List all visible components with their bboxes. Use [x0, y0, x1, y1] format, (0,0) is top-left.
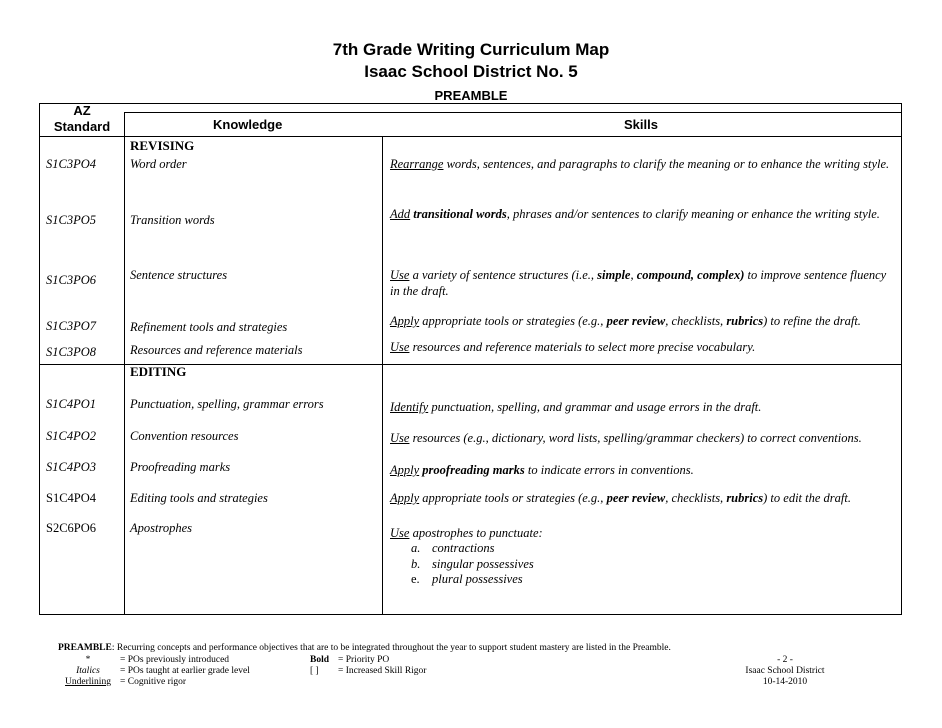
knowledge-text: Refinement tools and strategies [130, 320, 288, 334]
knowledge-text: Sentence structures [130, 268, 228, 282]
standard-code: S1C3PO4 [46, 157, 96, 171]
standard-code: S1C3PO8 [46, 345, 96, 359]
knowledge-text: Proofreading marks [130, 460, 231, 474]
standard-code: S1C4PO3 [46, 460, 96, 474]
legend-text: = Cognitive rigor [120, 677, 187, 687]
legend-text: = POs previously introduced [120, 655, 230, 665]
knowledge-text: Apostrophes [130, 521, 193, 535]
footer-preamble-note: PREAMBLE: Recurring concepts and performance objectives that are to be integrated throughout the year to support student mastery are listed in the Preamble. [58, 643, 671, 653]
standard-code: S1C3PO6 [46, 273, 96, 287]
district-name: Isaac School District No. 5 [364, 62, 578, 81]
list-item: b. singular possessives [411, 557, 534, 571]
legend-key: Underlining [65, 677, 111, 687]
standard-code: S1C4PO2 [46, 429, 96, 443]
standard-code: S1C3PO7 [46, 319, 96, 333]
knowledge-text: Resources and reference materials [130, 343, 303, 357]
document-title: 7th Grade Writing Curriculum Map [332, 40, 610, 59]
skill-text: Add transitional words, phrases and/or sentences to clarify meaning or enhance the writing style. [390, 207, 880, 221]
preamble-heading: PREAMBLE [434, 88, 508, 103]
legend-text: = Increased Skill Rigor [338, 666, 427, 676]
skill-text: Rearrange words, sentences, and paragraphs to clarify the meaning or to enhance the writing style. [390, 157, 890, 171]
standard-code: S1C3PO5 [46, 213, 96, 227]
knowledge-text: Convention resources [130, 429, 239, 443]
column-header-standard: AZ Standard [53, 103, 111, 134]
legend-key: Italics [76, 666, 100, 676]
section-label-editing: EDITING [130, 364, 187, 379]
standard-code: S1C4PO1 [46, 397, 96, 411]
skill-text: Use resources (e.g., dictionary, word lists, spelling/grammar checkers) to correct conventions. [390, 431, 862, 445]
legend-key: [ ] [310, 666, 319, 676]
knowledge-text: Word order [130, 157, 187, 171]
standard-code: S2C6PO6 [46, 521, 97, 535]
skill-text: Apply proofreading marks to indicate errors in conventions. [390, 463, 694, 477]
list-item: e. plural possessives [411, 572, 523, 586]
legend-key: * [85, 655, 91, 665]
column-header-knowledge: Knowledge [213, 117, 283, 132]
column-header-skills: Skills [624, 117, 658, 132]
legend-text: = POs taught at earlier grade level [120, 666, 250, 676]
knowledge-text: Transition words [130, 213, 215, 227]
list-item: a. contractions [411, 541, 495, 555]
skill-text: Apply appropriate tools or strategies (e.g., peer review, checklists, rubrics) to edit the draft. [390, 491, 851, 505]
legend-text: = Priority PO [338, 655, 390, 665]
skill-text: Identify punctuation, spelling, and grammar and usage errors in the draft. [390, 400, 762, 414]
knowledge-text: Punctuation, spelling, grammar errors [130, 397, 324, 411]
skill-text: Use resources and reference materials to select more precise vocabulary. [390, 340, 756, 354]
skill-text: Use apostrophes to punctuate: [390, 526, 543, 540]
section-label-revising: REVISING [130, 138, 195, 153]
legend-key: Bold [310, 655, 330, 665]
footer-org: Isaac School District [745, 666, 825, 676]
page-number: - 2 - [777, 655, 793, 665]
skill-text: Use a variety of sentence structures (i.e., simple, compound, complex) to improve sentence fluency in the draft. [390, 268, 887, 298]
skill-text: Apply appropriate tools or strategies (e.g., peer review, checklists, rubrics) to refine the draft. [390, 314, 861, 328]
standard-code: S1C4PO4 [46, 491, 97, 505]
footer-date: 10-14-2010 [762, 677, 808, 687]
knowledge-text: Editing tools and strategies [130, 491, 268, 505]
